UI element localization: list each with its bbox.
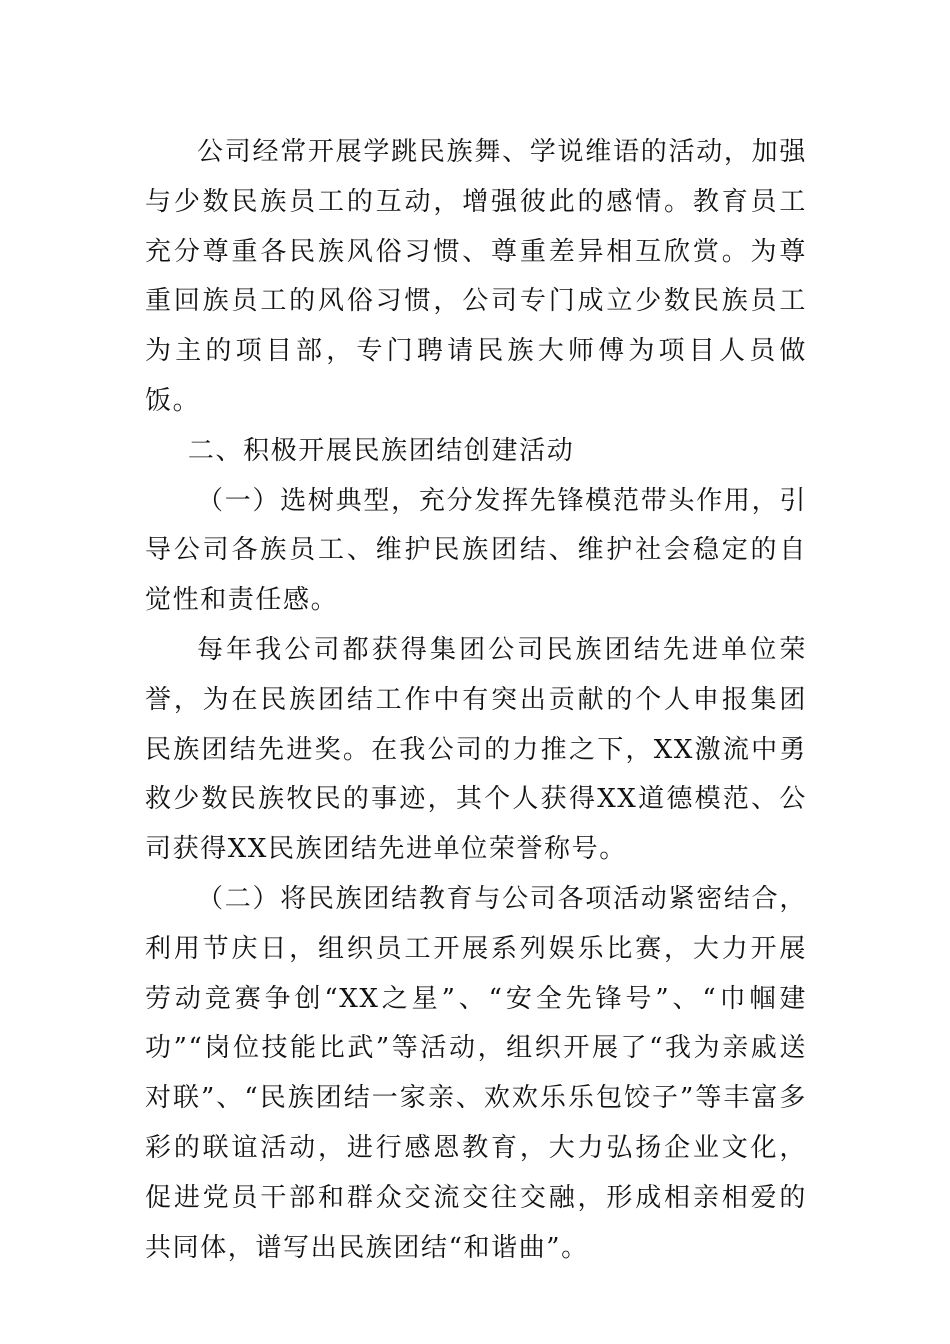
paragraph-subsection-1: （一）选树典型，充分发挥先锋模范带头作用，引导公司各族员工、维护民族团结、维护社会稳定的自觉性和责任感。 [145,485,807,616]
document-body [145,128,807,1273]
paragraph-subsection-2: （二）将民族团结教育与公司各项活动紧密结合，利用节庆日，组织员工开展系列娱乐比赛，大力开展劳动竞赛争创“XX之星”、“安全先锋号”、“巾帼建功”“岗位技能比武”等活动，组织开展了“我为亲戚送对联”、“民族团结一家亲、欢欢乐乐包饺子”等丰富多彩的联谊活动，进行感恩教育，大力弘扬企业文化，促进党员干部和群众交流交往交融，形成相亲相爱的共同体，谱写出民族团结“和谐曲”。 [145,883,807,1263]
paragraph-ethnic-activities: 公司经常开展学跳民族舞、学说维语的活动，加强与少数民族员工的互动，增强彼此的感情。教育员工充分尊重各民族风俗习惯、尊重差异相互欣赏。为尊重回族员工的风俗习惯，公司专门成立少数民族员工为主的项目部，专门聘请民族大师傅为项目人员做饭。 [145,137,807,416]
section-heading: 二、积极开展民族团结创建活动 [187,435,575,466]
paragraph-honors: 每年我公司都获得集团公司民族团结先进单位荣誉，为在民族团结工作中有突出贡献的个人申报集团民族团结先进奖。在我公司的力推之下，XX激流中勇救少数民族牧民的事迹，其个人获得XX道德模范、公司获得XX民族团结先进单位荣誉称号。 [145,634,807,865]
